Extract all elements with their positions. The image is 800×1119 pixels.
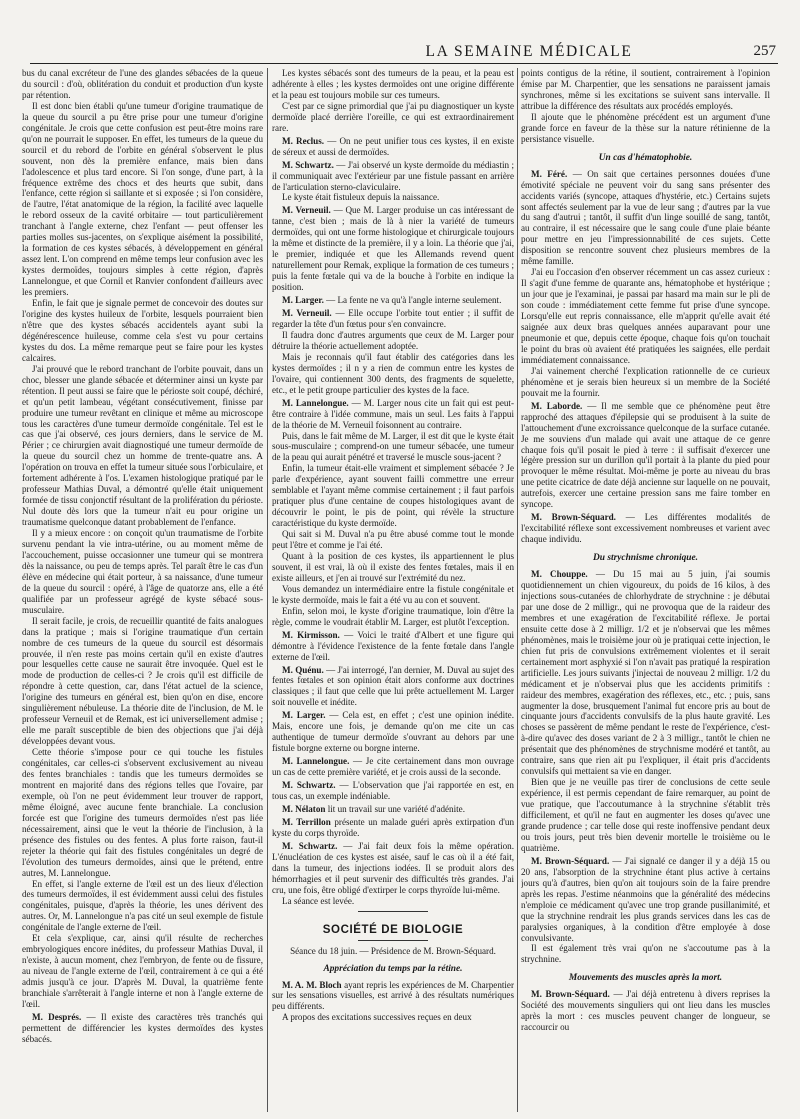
paragraph-text: Enfin, la tumeur était-elle vraiment et simplement sébacée ? Je parle d'expérience, ayant souvent failli commettre une erreur semblable et l'ayant même commise certainement ; il faut parfois pratiquer plus d'une centaine de coupes histologiques avant de découvrir le point, le pis de point, qui révèle la structure caractéristique du kyste dermoïde.	[272, 463, 514, 529]
paragraph-text: Il y a mieux encore : on conçoit qu'un traumatisme de l'orbite survenu pendant la vie intra-utérine, ou au moment même de l'accouchement, puisse occasionner une tumeur qui se montrera dès la naissance, ou peu de temps après. Tel paraît être le cas d'un élève en médecine qui était porteur, à sa naissance, d'une tumeur de la queue du sourcil : opéré, à l'âge de quatorze ans, elle a été qualifiée par un professeur agrégé de kyste sébacé sous-musculaire.	[22, 528, 263, 615]
paragraph	[22, 933, 263, 1010]
speaker-name: M. Schwartz.	[282, 159, 334, 170]
paragraph	[272, 431, 514, 464]
speaker-name: M. Nélaton	[282, 803, 326, 814]
paragraph-text: points contigus de la rétine, il soutient, contrairement à l'opinion émise par M. Charpentier, que les sensations ne paraissent jamais synchrones, même si les excitations se suivent sans intervalle. Il attribue la différence des résultats aux procédés employés.	[521, 68, 770, 111]
paragraph	[272, 896, 514, 907]
paragraph	[272, 295, 514, 306]
paragraph-text: Il est donc bien établi qu'une tumeur d'origine traumatique de la queue du sourcil a pu être prise pour une tumeur d'origine congénitale. Je crois que cette confusion est peut-être moins rare qu'on ne pourrait le supposer. En effet, les tumeurs de la queue du sourcil et du rebord de l'orbite en général s'observent le plus souvent, non dès la première enfance, mais bien dans l'adolescence et plus tard encore. Si l'on songe, d'une part, à la fréquence extrême des chocs et des heurts que subit, dans l'enfance, cette région si saillante et si exposée ; si l'on considère, de l'autre, l'état anatomique de la région, la facilité avec laquelle le rebord osseux de la cavité orbitaire — tout particulièrement tranchant à l'angle externe, chez l'enfant — peut offenser les parties molles sus-jacentes, on s'explique aisément la possibilité, la formation de ces kystes sébacés, à développement en général assez lent. L'on comprend en même temps leur confusion avec les kystes dermoïdes, toujours simples à cette région, d'après Lannelongue, et que Cornil et Ranvier confondent d'ailleurs avec les premiers.	[22, 100, 263, 298]
paragraph	[272, 665, 514, 709]
speaker-name: M. Laborde.	[531, 400, 583, 411]
paragraph-text: C'est par ce signe primordial que j'ai pu diagnostiquer un kyste dermoïde placé derrière l'oreille, ce qui est extraordinairement rare.	[272, 100, 514, 133]
speaker-name: M. Verneuil.	[282, 308, 332, 319]
speaker-name: M. Terrillon	[282, 816, 331, 827]
speaker-name: M. Larger.	[282, 295, 324, 306]
paragraph	[22, 879, 263, 934]
paragraph-text: — J'ai interrogé, l'an dernier, M. Duval au sujet des fentes fœtales et son opinion était alors conforme aux doctrines classiques ; il faut que celle que lui prête actuellement M. Larger soit nouvelle et inédite.	[272, 664, 514, 708]
subheading: Appréciation du temps par la rétine.	[323, 963, 463, 974]
speaker-name: M. Després.	[32, 1011, 82, 1022]
speaker-name: M. Schwartz.	[282, 840, 338, 851]
paragraph-text: Il serait facile, je crois, de recueillir quantité de faits analogues dans la pratique ; mais si l'origine traumatique d'un certain nombre de ces tumeurs de la queue du sourcil est désormais prouvée, il n'en reste pas moins certain qu'il en existe d'autres pour lesquelles cette cause ne saurait être invoquée. Quel est le mode de production de celles-ci ? Je crois qu'il est difficile de répondre à cette question, car, dans l'état actuel de la science, l'origine des tumeurs en général est, bien qu'on en dise, encore singulièrement nébuleuse. La théorie dite de l'inclusion, de M. le professeur Verneuil et de Remak, est ici universellement admise ; elle me paraît susceptible de bien des objections que j'ai déjà développées devant vous.	[22, 615, 263, 747]
paragraph-text: Quant à la position de ces kystes, ils appartiennent le plus souvent, il est vrai, là où il existe des fentes fœtales, mais il en existe ailleurs, et j'en ai trouvé sur l'extrémité du nez.	[272, 550, 514, 583]
section-rule	[358, 940, 428, 941]
speaker-name: M. Larger.	[282, 710, 326, 721]
subheading: Du strychnisme chronique.	[593, 553, 698, 564]
paragraph-text: Il ajoute que le phénomène précédent est un argument d'une grande force en faveur de la thèse sur la nature rétinienne de la persistance visuelle.	[521, 111, 770, 144]
paragraph-text: J'ai eu l'occasion d'en observer récemment un cas assez curieux : Il s'agit d'une femme de quarante ans, hématophobe et hystérique ; un jour que je l'examinai, je passai par hasard ma main sur le pli de son coude : immédiatement cette femme fut prise d'une syncope. Lorsqu'elle eut repris connaissance, elle m'apprit qu'elle avait été saignée aux deux bras quelques années auparavant pour une pneumonie et que, depuis cette époque, chaque fois qu'on touchait le point du bras où avaient été pratiquées les saignées, elle perdait immédiatement connaissance.	[521, 267, 770, 365]
speaker-name: M. Schwartz.	[282, 780, 336, 791]
paragraph-text: Mais je reconnais qu'il faut établir des catégories dans les kystes dermoïdes ; il n y a rien de commun entre les kystes de l'ovaire, qui contiennent 300 dents, des fragments de squelette, etc., et le petit groupe particulier des kystes de la face.	[272, 351, 514, 395]
paragraph-text: — Il existe des caractères très tranchés qui permettent de différencier les kystes dermoïdes des kystes sébacés.	[22, 1011, 263, 1044]
paragraph-text: — J'ai déjà entretenu à divers reprises la Société des mouvements singuliers qui ont lieu dans les muscles après la mort : ces muscles peuvent changer de longueur, se raccourcir ou	[521, 989, 770, 1033]
paragraph-text: — J'ai signalé ce danger il y a déjà 15 ou 20 ans, l'absorption de la strychnine étant plus active à certains jours qu'à d'autres, bien qu'on ait toujours soin de la faire prendre après les repas. J'estime néanmoins que la généralité des médecins n'emploie ce médicament qu'avec une trop grande pusillanimité, et que la strychnine rendrait les plus grands services dans les cas de paralysies organiques, à la condition d'être employée à dose convulsivante.	[521, 855, 770, 943]
paragraph	[272, 160, 514, 193]
paragraph-text: lit un travail sur une variété d'adénite.	[327, 803, 465, 814]
text-column-left	[22, 68, 263, 1112]
paragraph-text: Les kystes sébacés sont des tumeurs de la peau, et la peau est adhérente à elles ; les kystes dermoïdes ont une origine différente et la peau est toujours mobile sur ces tumeurs.	[272, 68, 514, 100]
paragraph-text: — Que M. Larger produise un cas intéressant de tanne, c'est bien ; mais de là à nier la variété de tumeurs dermoïdes, qui ont une forme histologique et chirurgicale toujours la même et distincte de la première, il y a loin. La théorie que j'ai, le premier, indiquée et que les Allemands revend quent naturellement pour Remak, explique la formation de ces tumeurs ; puis la fente fœtale qui va de la bouche à l'orbite en indique la position.	[272, 205, 514, 293]
paragraph	[272, 980, 514, 1013]
session-line: Séance du 18 juin. — Présidence de M. Brown-Séquard.	[290, 945, 496, 956]
text-column-middle	[272, 68, 514, 1112]
paragraph	[22, 101, 263, 298]
speaker-name: M. Chouppe.	[531, 569, 588, 580]
paragraph	[521, 401, 770, 511]
paragraph	[521, 366, 770, 399]
section-rule	[358, 911, 428, 912]
speaker-name: M. Kirmisson.	[282, 629, 340, 640]
paragraph	[22, 298, 263, 364]
paragraph-text: La séance est levée.	[282, 895, 355, 906]
paragraph	[272, 192, 514, 203]
paragraph	[272, 584, 514, 606]
subheading: Mouvements des muscles après la mort.	[568, 973, 723, 984]
paragraph-text: bus du canal excréteur de l'une des glandes sébacées de la queue du sourcil : d'où, oblitération du conduit et production d'un kyste par rétention.	[22, 68, 263, 100]
text-column-right	[521, 68, 770, 1112]
paragraph-text: Le kyste était fistuleux depuis la naissance.	[282, 192, 440, 203]
page-header	[282, 44, 776, 62]
paragraph-text: Cette théorie s'impose pour ce qui touche les fistules congénitales, car celles-ci s'observent exclusivement au niveau des fentes branchiales : tandis que les tumeurs dermoïdes se montrent en majorité dans des régions telles que l'ovaire, par exemple, où l'on ne peut évidemment leur trouver de rapport, même éloigné, avec aucune fente branchiale. La conclusion forcée est que l'origine des tumeurs dermoïdes n'est pas liée nécessairement, ainsi que le veut la théorie de l'inclusion, à la présence des fistules ou des fentes. A plus forte raison, faut-il rejeter la théorie qui fait des fistules congénitales un degré de l'évolution des tumeurs dermoïdes, ainsi que le prétend, entre autres, M. Lannelongue.	[22, 747, 263, 878]
paragraph	[521, 569, 770, 777]
speaker-name: M. Lannelongue.	[282, 397, 349, 408]
speaker-name: M. Féré.	[531, 168, 568, 179]
paragraph-text: Vous demandez un intermédiaire entre la fistule congénitale et le kyste dermoïde, mais le fait a été vu au con et souvent.	[272, 583, 514, 605]
paragraph-text: — M. Larger nous cite un fait qui est peut-être contraire à l'idée commune, mais un seul. Les faits à l'appui de la théorie de M. Verneuil foisonnent au contraire.	[272, 397, 514, 430]
paragraph-text: — On ne peut unifier tous ces kystes, il en existe de séreux et aussi de dermoïdes.	[272, 135, 514, 157]
paragraph	[521, 777, 770, 854]
paragraph	[22, 616, 263, 747]
paragraph	[22, 364, 263, 528]
paragraph-text: — J'ai fait deux fois la même opération. L'énucléation de ces kystes est aisée, sauf le cas où il a été fait, dans la tumeur, des injections iodées. Il se produit alors des hémorrhagies et il peut survenir des difficultés très grandes. J'ai cru, une fois, être obligé d'extirper le corps thyroïde lui-même.	[272, 840, 514, 895]
paragraph	[521, 169, 770, 268]
paragraph-text: présente un malade guéri après extirpation d'un kyste du corps thyroïde.	[272, 816, 514, 838]
paragraph	[272, 68, 514, 101]
paragraph-text: — La fente ne va qu'à l'angle interne seulement.	[326, 295, 502, 306]
paragraph-text: — Elle occupe l'orbite tout entier ; il suffit de regarder la tête d'un fœtus pour s'en convaincre.	[272, 308, 514, 329]
paragraph-text: ayant repris les expériences de M. Charpentier sur les sensations visuelles, est arrivé à des résultats numériques peu différents.	[272, 979, 514, 1012]
paragraph	[272, 101, 514, 134]
speaker-name: M. Brown-Séquard.	[531, 989, 610, 1000]
paragraph	[272, 630, 514, 663]
paragraph	[272, 804, 514, 815]
speaker-name: M. Lannelongue.	[282, 756, 350, 767]
paragraph-text: A propos des excitations successives reçues en deux	[282, 1012, 472, 1023]
paragraph-text: — Cela est, en effet ; c'est une opinion inédite. Mais, encore une fois, je demande qu'on me cite un cas authentique de tumeur dermoïde s'ouvrant au dehors par une fistule borgne externe ou borgne interne.	[272, 710, 514, 754]
paragraph-text: Il faudra donc d'autres arguments que ceux de M. Larger pour détruire la théorie actuellement adoptée.	[272, 329, 514, 351]
paragraph-text: Et cela s'explique, car, ainsi qu'il résulte de recherches embryologiques encore inédites, du professeur Mathias Duval, il n'existe, à aucun moment, chez l'embryon, de fente ou de fissure, au niveau de l'angle externe de l'œil, contrairement à ce qui a été admis jusqu'à ce jour. D'après M. Duval, la quatrième fente branchiale s'arrêterait à l'angle interne et non à l'angle externe de l'œil.	[22, 933, 263, 1010]
page-number: 257	[753, 43, 776, 59]
paragraph-text: — On sait que certaines personnes douées d'une émotivité spéciale ne peuvent voir du sang sans présenter des accidents variés (syncope, attaques d'hystérie, etc.) Certains sujets sont affectés seulement par la vue de leur sang ; d'autres par la vue du sang d'autrui ; tantôt, il suffit d'un linge souillé de sang, tantôt, au contraire, il est nécessaire que le sang coule d'une plaie béante pour mettre en jeu l'impressionnabilité de ces sujets. Cette disposition se rencontre souvent chez plusieurs membres de la même famille.	[521, 168, 770, 267]
column-divider	[267, 68, 268, 1112]
paragraph-text: — Je cite certainement dans mon ouvrage un cas de cette première variété, et je crois aussi de la seconde.	[272, 756, 514, 778]
paragraph	[22, 747, 263, 878]
paragraph	[272, 841, 514, 896]
paragraph-text: Enfin, le fait que je signale permet de concevoir des doutes sur l'origine des kystes huileux de l'orbite, lesquels pourraient bien n'être que des kystes sébacés accidentels ayant subi la dégénérescence huileuse, comme cela s'est vu pour certains kystes du dos. La même remarque peut se faire pour les kystes calcaires.	[22, 298, 263, 363]
paragraph	[272, 529, 514, 551]
column-divider	[517, 68, 518, 1112]
header-rule	[30, 63, 778, 64]
paragraph	[521, 68, 770, 112]
paragraph	[272, 756, 514, 778]
paragraph-text: — J'ai observé un kyste dermoïde du médiastin ; il communiquait avec l'extérieur par une fistule passant en arrière de l'articulation sterno-claviculaire.	[272, 159, 514, 192]
paragraph	[521, 267, 770, 366]
paragraph	[272, 136, 514, 158]
paragraph	[272, 308, 514, 330]
speaker-name: M. Brown-Séquard.	[531, 855, 610, 866]
speaker-name: M. Reclus.	[282, 135, 325, 146]
paragraph-text: Bien que je ne veuille pas tirer de conclusions de cette seule expérience, il est permis cependant de faire remarquer, au point de vue pratique, que l'accoutumance à la strychnine s'établit très difficilement, et qu'il ne faut en augmenter les doses qu'avec une grande prudence ; car telle dose qui reste inoffensive pendant deux ou trois jours, peut très bien devenir mortelle le troisième ou le quatrième.	[521, 777, 770, 853]
paragraph-text: — Il me semble que ce phénomène peut être rapproché des attaques d'épilepsie qui se produisent à la suite de l'attouchement d'une excroissance quelconque de la surface cutanée. Je me souviens d'un malade qui avait une attaque de ce genre chaque fois qu'il posait le pied à terre : il suffisait d'exercer une légère pression sur un durillon qu'il portait à la plante du pied pour provoquer le même résultat. Moi-même je porte au niveau du bras une petite cicatrice de date déjà ancienne sur laquelle on ne pouvait, autrefois, exercer une certaine pression sans me faire tomber en syncope.	[521, 400, 770, 510]
speaker-name: M. Quénu.	[282, 664, 324, 675]
paragraph	[272, 352, 514, 396]
paragraph	[521, 856, 770, 944]
paragraph	[272, 205, 514, 293]
paragraph	[272, 1012, 514, 1023]
paragraph	[22, 68, 263, 101]
paragraph	[272, 817, 514, 839]
paragraph-text: J'ai prouvé que le rebord tranchant de l'orbite pouvait, dans un choc, blesser une glande sébacée et déterminer ainsi un kyste par rétention. Il peut aussi se faire que le périoste soit coupé, déchiré, et qu'un petit lambeau, végétant consécutivement, finisse par produire une tumeur revêtant en clinique et même au microscope tous les caractères d'une tumeur dermoïde congénitale. Tel est le cas que j'ai observé, ces jours derniers, dans le service de M. Périer ; ce chirurgien avait diagnostiqué une tumeur dermoïde de la queue du sourcil chez un homme de trente-quatre ans. A l'opération on trouva en effet la tumeur située sous l'orbiculaire, et fortement adhérente à l'os. L'examen histologique pratiqué par le professeur Mathias Duval, a démontré qu'elle était uniquement formée de tissu conjonctif résultant de la prolifération du périoste. Nul doute dès lors que la tumeur n'ait eu pour origine un traumatisme quelconque datant probablement de l'enfance.	[22, 363, 263, 528]
paragraph	[521, 989, 770, 1033]
paragraph	[272, 606, 514, 628]
paragraph-text: Qui sait si M. Duval n'a pu être abusé comme tout le monde peut l'être et comme je l'ai été.	[272, 529, 514, 551]
paragraph-text: — L'observation que j'ai rapportée en est, en tous cas, un exemple indéniable.	[272, 780, 514, 801]
paragraph-text: En effet, si l'angle externe de l'œil est un des lieux d'élection des tumeurs dermoïdes, il est évidemment aussi celui des fistules congénitales, puisque, d'après la théorie, les unes dérivent des autres. Or, M. Lannelongue n'a pas cité un seul exemple de fistule congénitale de l'angle externe de l'œil.	[22, 878, 263, 933]
paragraph	[272, 330, 514, 352]
paragraph	[272, 780, 514, 802]
paragraph-text: J'ai vainement cherché l'explication rationnelle de ce curieux phénomène et je serais bien heureux si un membre de la Société pouvait me la fournir.	[521, 365, 770, 398]
paragraph	[272, 551, 514, 584]
speaker-name: M. A. M. Bloch	[282, 979, 342, 990]
paragraph	[22, 1012, 263, 1045]
section-heading: SOCIÉTÉ DE BIOLOGIE	[322, 923, 464, 936]
paragraph	[521, 512, 770, 545]
paragraph	[521, 943, 770, 965]
paragraph-text: Puis, dans le fait même de M. Larger, il est dit que le kyste était sous-musculaire ; comprend-on une tumeur sébacée, une tumeur de la peau qui aurait pénétré et traversé le muscle sous-jacent ?	[272, 430, 514, 463]
subheading: Un cas d'hématophobie.	[598, 152, 693, 163]
speaker-name: M. Brown-Séquard.	[531, 512, 616, 523]
paragraph-text: — Les différentes modalités de l'excitabilité réflexe sont excessivement nombreuses et varient avec chaque individu.	[521, 512, 770, 545]
paragraph-text: Il est également très vrai qu'on ne s'accoutume pas à la strychnine.	[521, 943, 770, 965]
running-head: LA SEMAINE MÉDICALE	[425, 43, 633, 60]
paragraph-text: — Du 15 mai au 5 juin, j'ai soumis quotidiennement un chien vigoureux, du poids de 16 kilos, à des injections sous-cutanées de chlorhydrate de strychnine : je débutai par une dose de 2 milligr., qui ne provoqua que de la raideur des membres et une exagération de l'excitabilité réflexe. Je portai ensuite cette dose à 2 milligr. 1/2 et je n'observai que les mêmes phénomènes, mais le troisième jour où je pratiquai cette injection, le chien fut pris de convulsions extrêmement violentes et il serait certainement mort asphyxié si l'on n'avait pas pratiqué la respiration artificielle. Les jours suivants j'injectai de nouveau 2 milligr. 1/2 du médicament et je n'observai plus que les accidents primitifs : raideur des membres, exagération des réflexes, etc., etc. ; puis, sans augmenter la dose, brusquement l'animal fut encore pris au bout de cinquante jours d'accidents convulsifs de la plus haute gravité. Les choses se passèrent de même pendant le reste de l'expérience, c'est-à-dire qu'avec des doses variant de 2 à 3 milligr., tantôt le chien ne présentait que des phénomènes de strychnisme modéré et tantôt, au contraire, sans que rien ait pu l'expliquer, il était pris d'accidents convulsifs qui mettaient sa vie en danger.	[521, 569, 770, 777]
paragraph	[272, 398, 514, 431]
paragraph	[22, 528, 263, 616]
speaker-name: M. Verneuil.	[282, 205, 331, 216]
paragraph	[521, 112, 770, 145]
paragraph	[272, 710, 514, 754]
paragraph-text: Enfin, selon moi, le kyste d'origine traumatique, loin d'être la règle, comme le voudrait établir M. Larger, est plutôt l'exception.	[272, 605, 514, 627]
paragraph-text: — Voici le traité d'Albert et une figure qui démontre à l'évidence l'existence de la fente fœtale dans l'angle externe de l'œil.	[272, 629, 514, 662]
paragraph	[272, 463, 514, 529]
